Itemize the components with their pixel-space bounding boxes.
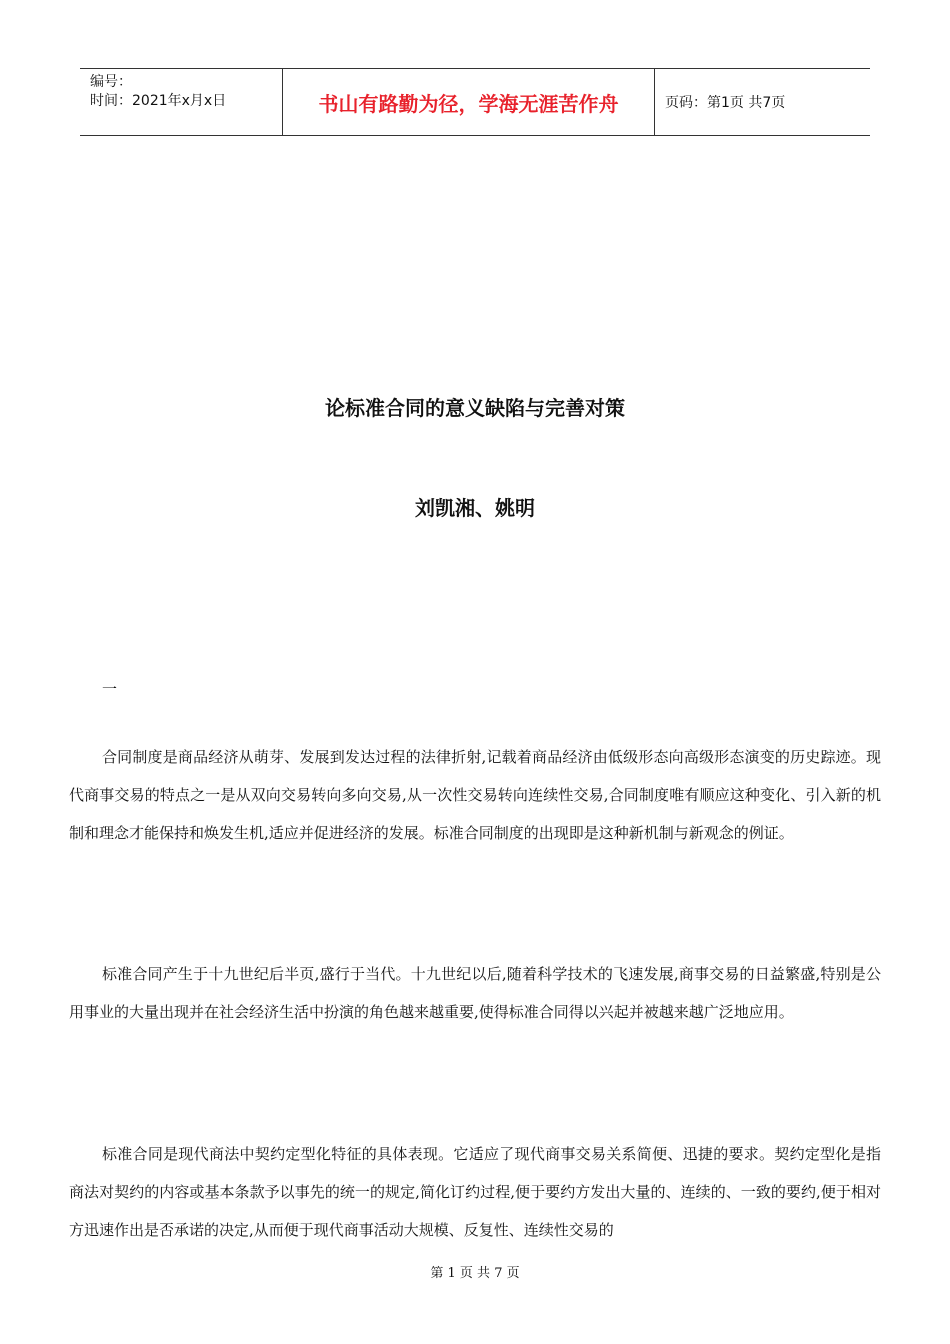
section-marker: 一	[102, 680, 118, 698]
header-meta	[80, 69, 282, 135]
number-label: 编号：	[90, 74, 132, 90]
header-motto: 书山有路勤为径，学海无涯苦作舟	[282, 69, 655, 135]
header-page-info: 页码：第1页 共7页	[665, 95, 786, 111]
document-title: 论标准合同的意义缺陷与完善对策	[325, 396, 625, 420]
paragraph-1: 合同制度是商品经济从萌芽、发展到发达过程的法律折射,记载着商品经济由低级形态向高级形态演变的历史踪迹。现代商事交易的特点之一是从双向交易转向多向交易,从一次性交易转向连续性交易,合同制度唯有顺应这种变化、引入新的机制和理念才能保持和焕发生机,适应并促进经济的发展。标准合同制度的出现即是这种新机制与新观念的例证。	[69, 748, 881, 842]
document-authors: 刘凯湘、姚明	[415, 496, 535, 520]
document-header	[80, 68, 870, 136]
time-label: 时间：2021年x月x日	[90, 93, 227, 109]
paragraph-2: 标准合同产生于十九世纪后半页,盛行于当代。十九世纪以后,随着科学技术的飞速发展,商事交易的日益繁盛,特别是公用事业的大量出现并在社会经济生活中扮演的角色越来越重要,使得标准合同得以兴起并被越来越广泛地应用。	[69, 965, 881, 1021]
page-footer: 第 1 页 共 7 页	[0, 1262, 950, 1341]
paragraph-3: 标准合同是现代商法中契约定型化特征的具体表现。它适应了现代商事交易关系简便、迅捷的要求。契约定型化是指商法对契约的内容或基本条款予以事先的统一的规定,简化订约过程,便于要约方发出大量的、连续的、一致的要约,便于相对方迅速作出是否承诺的决定,从而便于现代商事活动大规模、反复性、连续性交易的	[69, 1145, 881, 1239]
